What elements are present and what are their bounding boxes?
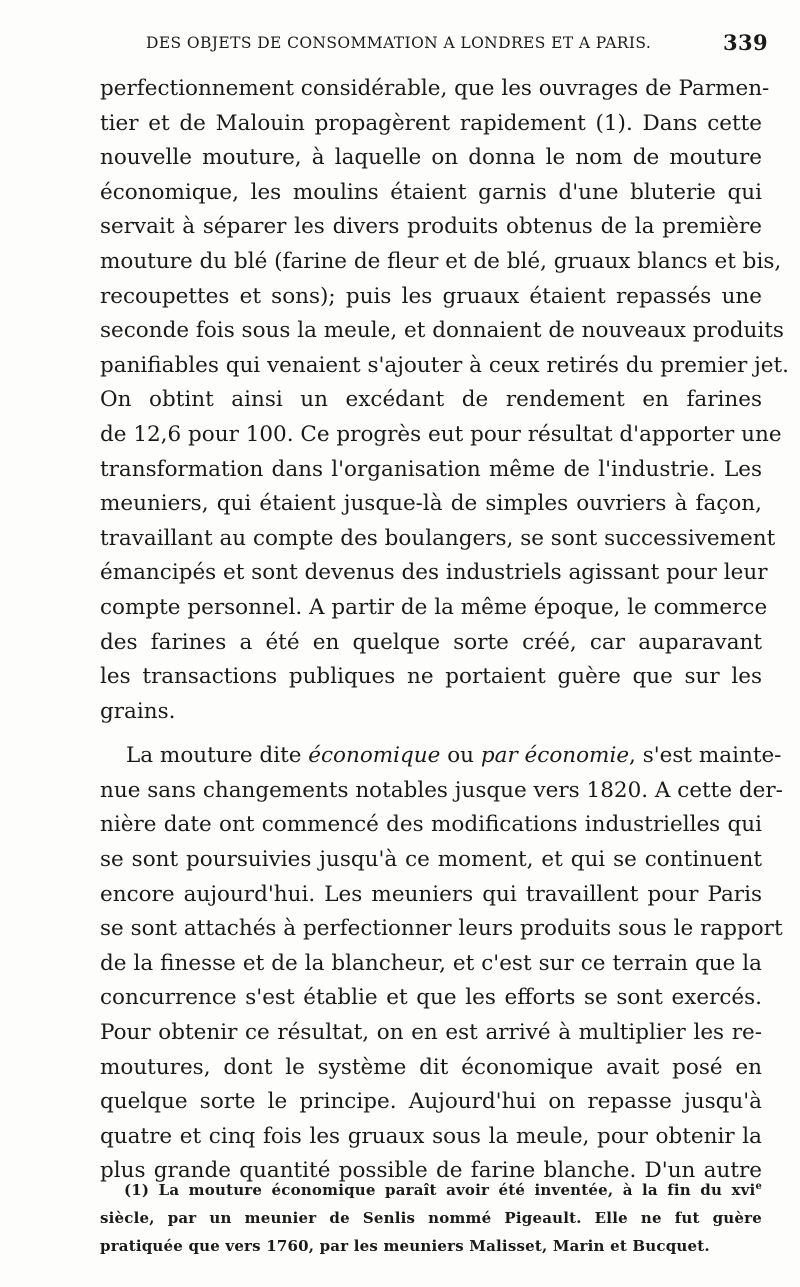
text-line: plus grande quantité possible de farine blanche. D'un autre: [100, 1158, 762, 1184]
text-line: servait à séparer les divers produits obtenus de la première: [100, 214, 762, 240]
running-head-title: DES OBJETS DE CONSOMMATION A LONDRES ET A PARIS.: [146, 34, 652, 52]
footnote-line: pratiquée que vers 1760, par les meuniers Malisset, Marin et Bucquet.: [100, 1237, 710, 1255]
footnote-text: (1) La mouture économique paraît avoir été inventée, à la fin du xvi: [124, 1181, 756, 1199]
text-line: moutures, dont le système dit économique avait posé en: [100, 1054, 762, 1080]
text-line: seconde fois sous la meule, et donnaient de nouveaux produits: [100, 318, 784, 344]
text-line: se sont attachés à perfectionner leurs produits sous le rapport: [100, 916, 783, 942]
text-line: concurrence s'est établie et que les efforts se sont exercés.: [100, 985, 762, 1011]
text-line: transformation dans l'organisation même de l'industrie. Les: [100, 456, 762, 482]
text-line: nière date ont commencé des modifications industrielles qui: [100, 812, 762, 838]
text-line: les transactions publiques ne portaient guère que sur les: [100, 664, 762, 690]
text-line: de 12,6 pour 100. Ce progrès eut pour résultat d'apporter une: [100, 421, 782, 447]
text-run: ou: [440, 743, 481, 769]
text-line: meuniers, qui étaient jusque-là de simples ouvriers à façon,: [100, 491, 762, 517]
text-line: perfectionnement considérable, que les ouvrages de Parmen-: [100, 76, 770, 101]
text-line: travaillant au compte des boulangers, se sont successivement: [100, 525, 776, 551]
footnote-line: siècle, par un meunier de Senlis nommé Pigeault. Elle ne fut guère: [100, 1209, 762, 1227]
text-line: On obtint ainsi un excédant de rendement en farines: [100, 387, 762, 413]
text-line: [100, 739, 782, 774]
superscript: e: [755, 1181, 762, 1192]
text-line: compte personnel. A partir de la même époque, le commerce: [100, 594, 768, 620]
text-line: des farines a été en quelque sorte créé, car auparavant: [100, 629, 762, 655]
text-run: , s'est mainte-: [629, 743, 782, 769]
text-line: se sont poursuivies jusqu'à ce moment, et qui se continuent: [100, 847, 762, 873]
text-line: recoupettes et sons); puis les gruaux étaient repassés une: [100, 283, 762, 309]
body-text: [100, 72, 789, 1189]
page-number: 339: [722, 30, 768, 55]
text-line: de la finesse et de la blancheur, et c'est sur ce terrain que la: [100, 950, 762, 976]
text-line: nouvelle mouture, à laquelle on donna le nom de mouture: [100, 145, 762, 171]
text-line: panifiables qui venaient s'ajouter à ceux retirés du premier jet.: [100, 352, 789, 378]
text-line: Pour obtenir ce résultat, on en est arrivé à multiplier les re-: [100, 1020, 762, 1046]
text-line: tier et de Malouin propagèrent rapidement (1). Dans cette: [100, 110, 762, 136]
text-line: économique, les moulins étaient garnis d'une bluterie qui: [100, 179, 762, 205]
text-line: quelque sorte le principe. Aujourd'hui on repasse jusqu'à: [100, 1089, 762, 1115]
text-line: encore aujourd'hui. Les meuniers qui travaillent pour Paris: [100, 881, 762, 907]
italic-term: économique: [308, 743, 441, 769]
footnote: [100, 1176, 762, 1260]
running-head: [146, 30, 768, 58]
italic-term: par économie: [480, 743, 630, 769]
text-line: mouture du blé (farine de fleur et de blé, gruaux blancs et bis,: [100, 248, 782, 274]
text-run: La mouture dite: [126, 743, 309, 769]
footnote-line: [100, 1176, 762, 1204]
text-line: quatre et cinq fois les gruaux sous la meule, pour obtenir la: [100, 1123, 762, 1149]
text-line: émancipés et sont devenus des industriels agissant pour leur: [100, 560, 768, 586]
text-line: nue sans changements notables jusque vers 1820. A cette der-: [100, 777, 783, 803]
paragraph-gap: [100, 729, 762, 739]
text-line: grains.: [100, 698, 176, 724]
